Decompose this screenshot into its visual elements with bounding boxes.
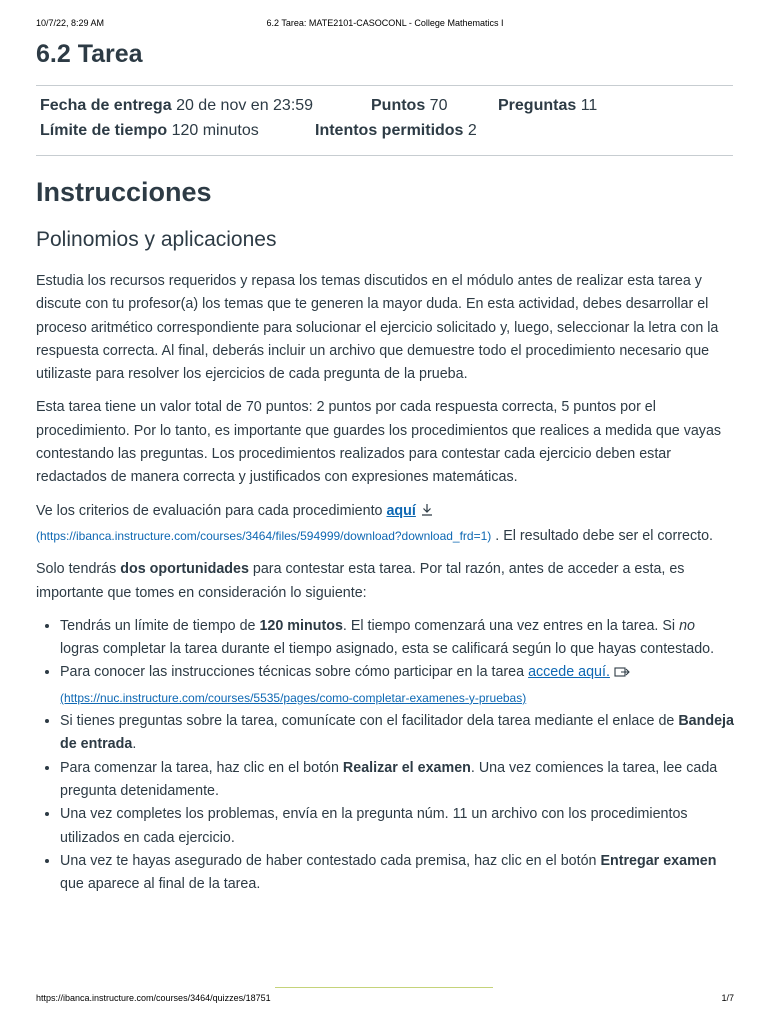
print-footer: [36, 993, 734, 1005]
list-item-text: logras completar la tarea durante el tiempo asignado, esta se calificará según lo que hayas contestado.: [60, 641, 715, 658]
due-date-label: Fecha de entrega: [40, 97, 172, 114]
opportunities-text-end: para contestar esta tarea. Por tal razón, antes de acceder a esta, es importante que tomes en consideración lo siguiente:: [36, 561, 685, 601]
time-limit: [40, 122, 259, 140]
list-item-text: que aparece al final de la tarea.: [60, 876, 261, 893]
due-date-value: 20 de nov en 23:59: [176, 97, 314, 114]
list-item-bold: Bandeja de entrada: [60, 713, 734, 753]
attempts-value: 2: [467, 122, 477, 139]
list-item-text: . Una vez comiences la tarea, lee cada pregunta detenidamente.: [60, 759, 718, 799]
divider-top: [36, 85, 733, 86]
access-here-url[interactable]: (https://nuc.instructure.com/courses/5535/pages/como-completar-examenes-y-pruebas): [60, 690, 527, 705]
due-date: [40, 97, 313, 115]
list-item-text: Una vez te hayas asegurado de haber contestado cada premisa, haz clic en el botón: [60, 852, 601, 869]
list-item-text: Tendrás un límite de tiempo de: [60, 617, 260, 634]
list-item-bold: 120 minutos: [259, 617, 343, 634]
print-header: [36, 18, 734, 30]
list-item: [60, 757, 734, 804]
page-title: 6.2 Tarea: [36, 40, 143, 68]
opportunities-text: Solo tendrás: [36, 561, 121, 578]
paragraph-opportunities: [36, 558, 734, 605]
external-link-icon[interactable]: [614, 663, 630, 686]
paragraph-study: Estudia los recursos requeridos y repasa los temas discutidos en el módulo antes de realizar esta tarea y discute con tu profesor(a) los temas que te generen la mayor duda. En esta actividad, debes desarrollar el proceso aritmético correspondiente para solucionar el ejercicio solicitado y, luego, seleccionar la letra con la respuesta correcta. Al final, deberás incluir un archivo que demuestre todo el procedimiento necesario que utilizaste para resolver los ejercicios de cada pregunta de la prueba.: [36, 273, 719, 383]
opportunities-bold: dos oportunidades: [120, 561, 249, 578]
list-item: [60, 803, 734, 850]
list-item: [60, 661, 734, 710]
questions: [498, 97, 597, 115]
criteria-text-end: . El resultado debe ser el correcto.: [491, 527, 713, 544]
criteria-text: Ve los criterios de evaluación para cada procedimiento: [36, 502, 387, 519]
instructions-subheading: Polinomios y aplicaciones: [36, 228, 277, 251]
list-item-text: . El tiempo comenzará una vez entres en la tarea. Si: [342, 617, 680, 634]
instructions-heading: Instrucciones: [36, 177, 212, 207]
instructions-section: [36, 172, 734, 896]
questions-label: Preguntas: [498, 97, 577, 114]
list-item: [60, 710, 734, 757]
list-item-bold: Entregar examen: [600, 852, 717, 869]
criteria-link[interactable]: aquí: [386, 502, 416, 519]
print-url: https://ibanca.instructure.com/courses/3464/quizzes/18751: [36, 993, 271, 1003]
list-item-italic: no: [679, 617, 695, 634]
print-page-number: 1/7: [721, 993, 734, 1003]
list-item: [60, 850, 734, 897]
list-item-text: .: [132, 736, 137, 753]
page-bottom-divider: [275, 987, 493, 988]
points: [371, 97, 447, 115]
download-icon[interactable]: [420, 502, 434, 525]
paragraph-points: Esta tarea tiene un valor total de 70 puntos: 2 puntos por cada respuesta correcta, 5 puntos por el procedimiento. Por lo tanto, es importante que guardes los procedimientos que realices a medida que vayas contestando las preguntas. Los procedimientos realizados para contestar cada ejercicio deben estar redactados de manera correcta y justificados con expresiones matemáticas.: [36, 399, 722, 486]
list-item-bold: Realizar el examen: [342, 759, 471, 776]
access-here-link[interactable]: accede aquí.: [528, 664, 610, 681]
questions-value: 11: [580, 97, 598, 114]
list-item-text: Para comenzar la tarea, haz clic en el botón: [60, 759, 343, 776]
list-item-text: Una vez completes los problemas, envía en la pregunta núm. 11 un archivo con los procedimientos utilizados en cada ejercicio.: [60, 806, 688, 846]
divider-bottom: [36, 155, 733, 156]
list-item: [60, 615, 734, 662]
instructions-list: [36, 615, 734, 897]
criteria-url[interactable]: (https://ibanca.instructure.com/courses/3464/files/594999/download?download_frd=1): [36, 528, 492, 543]
paragraph-criteria: [36, 500, 734, 549]
attempts: [315, 122, 477, 140]
attempts-label: Intentos permitidos: [315, 122, 464, 139]
print-date: 10/7/22, 8:29 AM: [36, 18, 105, 28]
points-label: Puntos: [371, 97, 426, 114]
time-limit-value: 120 minutos: [171, 122, 259, 139]
print-doc-title: 6.2 Tarea: MATE2101-CASOCONL - College Mathematics I: [266, 18, 504, 28]
list-item-text: Si tienes preguntas sobre la tarea, comunícate con el facilitador dela tarea mediante el enlace de: [60, 713, 679, 730]
list-item-text: Para conocer las instrucciones técnicas sobre cómo participar en la tarea: [60, 664, 529, 681]
time-limit-label: Límite de tiempo: [40, 122, 168, 139]
points-value: 70: [429, 97, 448, 114]
